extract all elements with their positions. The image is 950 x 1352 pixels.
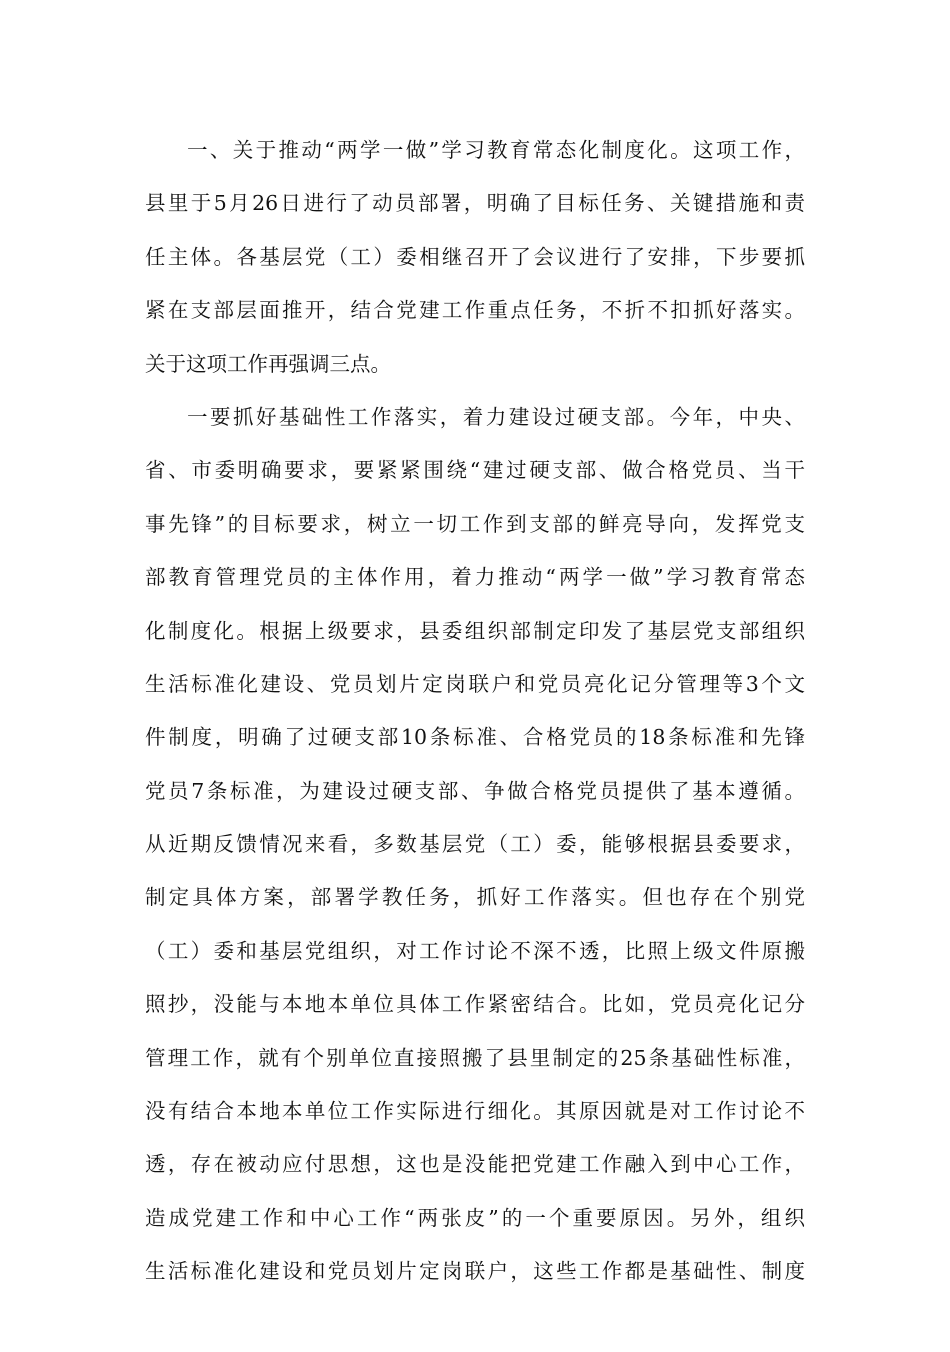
- text-line: 透，存在被动应付思想，这也是没能把党建工作融入到中心工作，: [145, 1152, 805, 1177]
- text-line: 生活标准化建设和党员划片定岗联户，这些工作都是基础性、制度: [145, 1259, 805, 1284]
- text-line: 事先锋”的目标要求，树立一切工作到支部的鲜亮导向，发挥党支: [145, 511, 805, 536]
- text-line: 造成党建工作和中心工作“两张皮”的一个重要原因。另外，组织: [145, 1205, 805, 1230]
- text-line: 部教育管理党员的主体作用，着力推动“两学一做”学习教育常态: [145, 565, 805, 590]
- text-line: 生活标准化建设、党员划片定岗联户和党员亮化记分管理等3个文: [145, 671, 805, 696]
- text-line: 化制度化。根据上级要求，县委组织部制定印发了基层党支部组织: [145, 618, 805, 643]
- text-line: 管理工作，就有个别单位直接照搬了县里制定的25条基础性标准，: [145, 1045, 805, 1070]
- text-line: 照抄，没能与本地本单位具体工作紧密结合。比如，党员亮化记分: [145, 992, 805, 1017]
- document-body: [145, 124, 805, 1352]
- text-line: 任主体。各基层党（工）委相继召开了会议进行了安排，下步要抓: [145, 244, 805, 269]
- paragraph-1: [145, 124, 805, 391]
- text-line: 党员7条标准，为建设过硬支部、争做合格党员提供了基本遵循。: [145, 778, 805, 803]
- text-line: 县里于5月26日进行了动员部署，明确了目标任务、关键措施和责: [145, 191, 805, 216]
- text-line: 没有结合本地本单位工作实际进行细化。其原因就是对工作讨论不: [145, 1099, 805, 1124]
- text-line: 一要抓好基础性工作落实，着力建设过硬支部。今年，中央、: [187, 404, 805, 429]
- text-line: 一、关于推动“两学一做”学习教育常态化制度化。这项工作，: [187, 138, 805, 162]
- text-line: 关于这项工作再强调三点。: [145, 351, 391, 376]
- text-line: 件制度，明确了过硬支部10条标准、合格党员的18条标准和先锋: [145, 725, 805, 750]
- text-line: 从近期反馈情况来看，多数基层党（工）委，能够根据县委要求，: [145, 832, 805, 857]
- paragraph-2: [145, 391, 805, 1352]
- text-line: 省、市委明确要求，要紧紧围绕“建过硬支部、做合格党员、当干: [145, 458, 805, 483]
- text-line: （工）委和基层党组织，对工作讨论不深不透，比照上级文件原搬: [145, 938, 805, 963]
- text-line: 制定具体方案，部署学教任务，抓好工作落实。但也存在个别党: [145, 885, 805, 910]
- text-line: 紧在支部层面推开，结合党建工作重点任务，不折不扣抓好落实。: [145, 298, 805, 323]
